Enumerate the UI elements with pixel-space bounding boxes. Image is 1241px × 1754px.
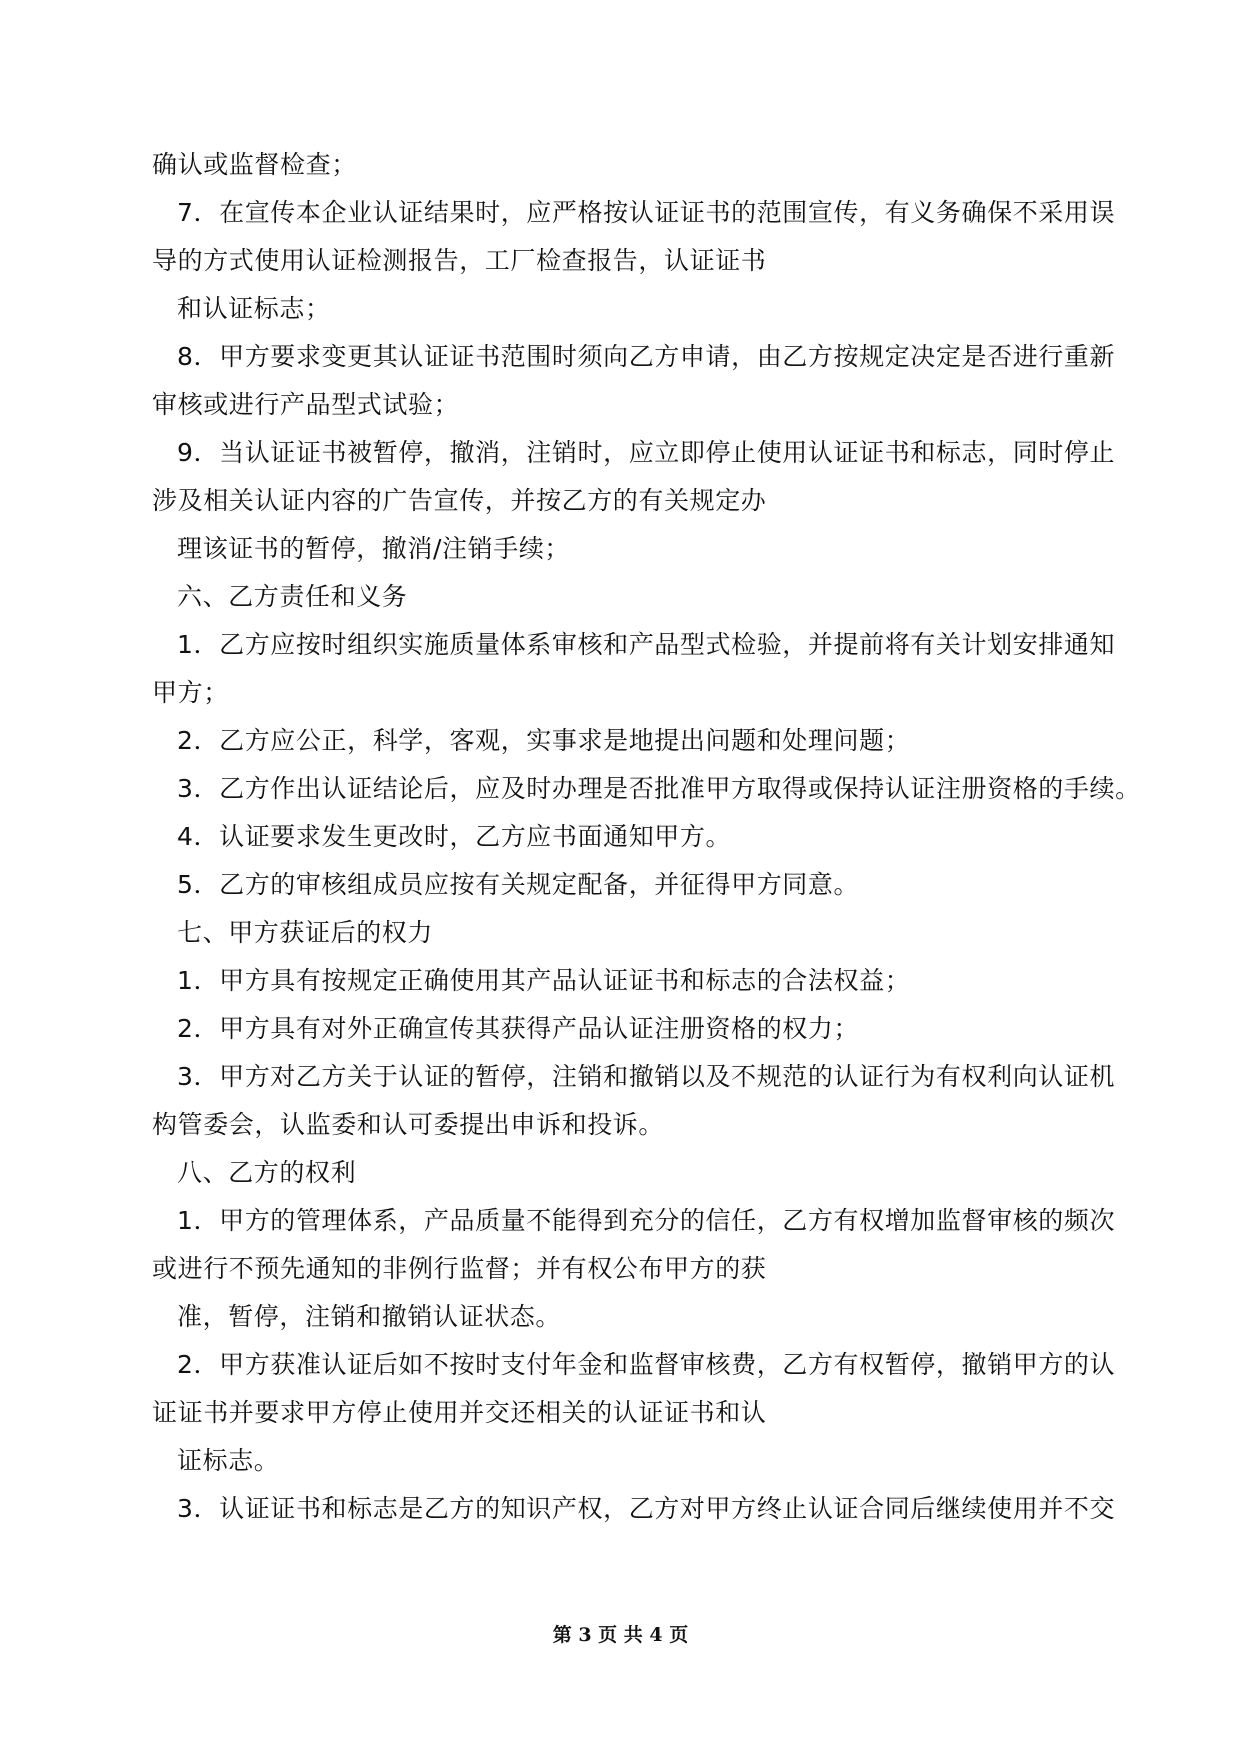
- text-line: 5．乙方的审核组成员应按有关规定配备，并征得甲方同意。: [177, 870, 860, 899]
- text-line: 7．在宣传本企业认证结果时，应严格按认证证书的范围宣传，有义务确保不采用误: [177, 198, 1116, 227]
- text-line: 3．甲方对乙方关于认证的暂停，注销和撤销以及不规范的认证行为有权利向认证机: [177, 1062, 1116, 1091]
- text-line: 审核或进行产品型式试验；: [152, 390, 460, 419]
- document-body: [152, 150, 1141, 1542]
- page-number-footer: 第 3 页 共 4 页: [552, 1624, 689, 1646]
- text-line: 七、甲方获证后的权力: [177, 918, 434, 947]
- text-line: 1．乙方应按时组织实施质量体系审核和产品型式检验，并提前将有关计划安排通知: [177, 630, 1116, 659]
- text-line: 甲方；: [152, 678, 229, 707]
- text-line: 2．甲方具有对外正确宣传其获得产品认证注册资格的权力；: [177, 1014, 860, 1043]
- text-line: 4．认证要求发生更改时，乙方应书面通知甲方。: [177, 822, 732, 851]
- text-line: 证证书并要求甲方停止使用并交还相关的认证证书和认: [152, 1398, 767, 1427]
- text-line: 构管委会，认监委和认可委提出申诉和投诉。: [152, 1110, 665, 1139]
- text-line: 2．甲方获准认证后如不按时支付年金和监督审核费，乙方有权暂停，撤销甲方的认: [177, 1350, 1116, 1379]
- text-line: 2．乙方应公正，科学，客观，实事求是地提出问题和处理问题；: [177, 726, 911, 755]
- text-line: 涉及相关认证内容的广告宣传，并按乙方的有关规定办: [152, 486, 767, 515]
- text-line: 1．甲方的管理体系，产品质量不能得到充分的信任，乙方有权增加监督审核的频次: [177, 1206, 1116, 1235]
- text-line: 1．甲方具有按规定正确使用其产品认证证书和标志的合法权益；: [177, 966, 911, 995]
- text-line: 证标志。: [177, 1446, 280, 1475]
- text-line: 理该证书的暂停，撤消/注销手续；: [177, 534, 571, 563]
- text-line: 导的方式使用认证检测报告，工厂检查报告，认证证书: [152, 246, 767, 275]
- text-line: 和认证标志；: [177, 294, 331, 323]
- text-line: 确认或监督检查；: [152, 150, 357, 179]
- text-line: 3．认证证书和标志是乙方的知识产权，乙方对甲方终止认证合同后继续使用并不交: [177, 1494, 1116, 1523]
- text-line: 8．甲方要求变更其认证证书范围时须向乙方申请，由乙方按规定决定是否进行重新: [177, 342, 1116, 371]
- text-line: 或进行不预先通知的非例行监督；并有权公布甲方的获: [152, 1254, 767, 1283]
- text-line: 3．乙方作出认证结论后，应及时办理是否批准甲方取得或保持认证注册资格的手续。: [177, 774, 1141, 803]
- text-line: 9．当认证证书被暂停，撤消，注销时，应立即停止使用认证证书和标志，同时停止: [177, 438, 1116, 467]
- text-line: 六、乙方责任和义务: [177, 582, 408, 611]
- text-line: 准，暂停，注销和撤销认证状态。: [177, 1302, 562, 1331]
- text-line: 八、乙方的权利: [177, 1158, 357, 1187]
